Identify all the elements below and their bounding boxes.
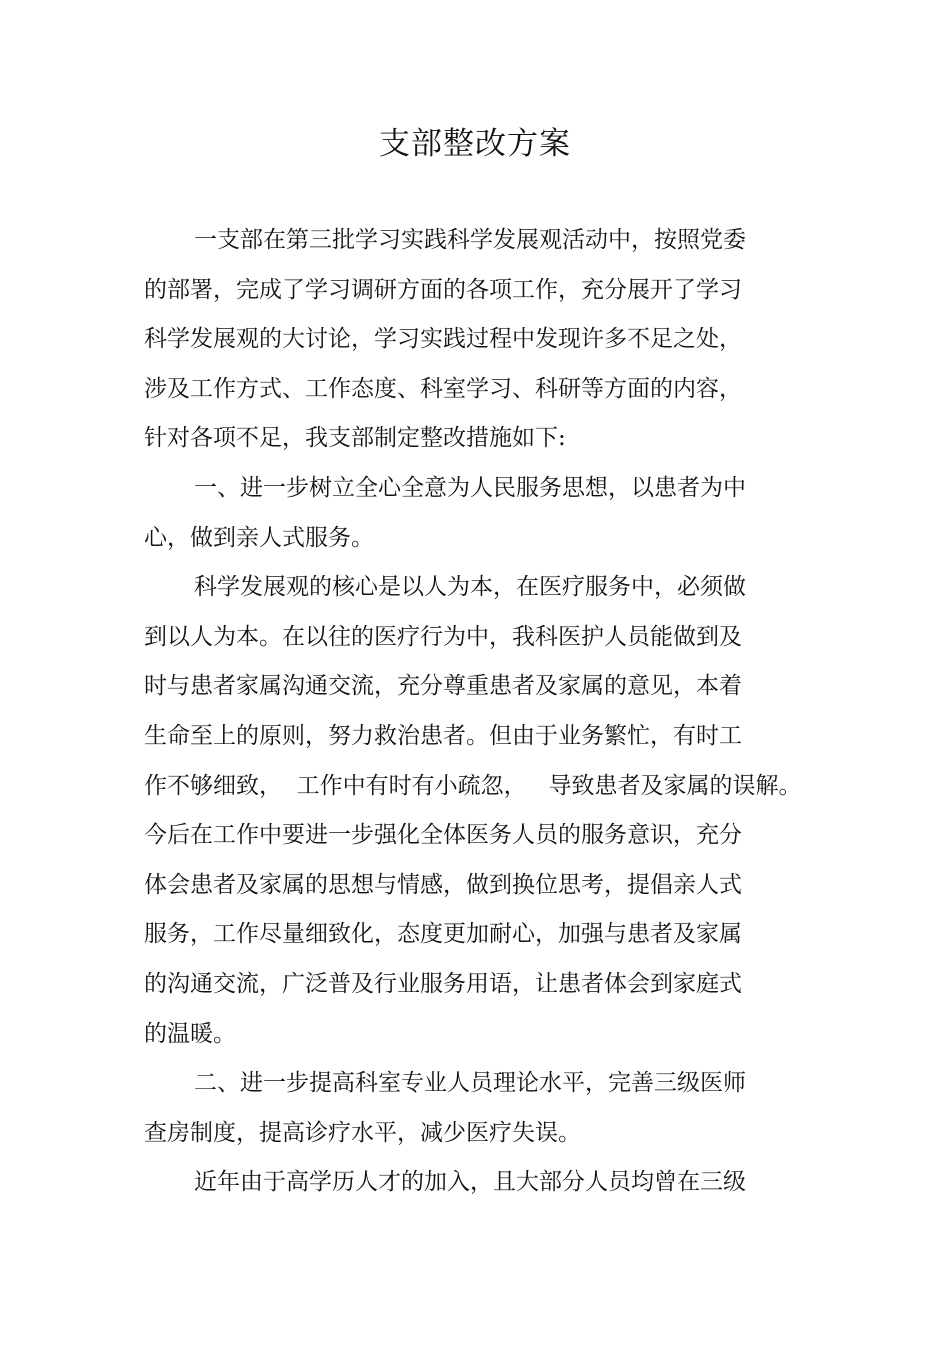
text-line: 一支部在第三批学习实践科学发展观活动中，按照党委 [194,227,746,253]
text-line: 针对各项不足，我支部制定整改措施如下: [144,425,566,452]
text-line: 近年由于高学历人才的加入，且大部分人员均曾在三级 [194,1169,746,1196]
document-title: 支部整改方案 [379,126,571,162]
text-line: 一、进一步树立全心全意为人民服务思想，以患者为中 [194,474,746,501]
text-line: 作不够细致， 工作中有时有小疏忽， 导致患者及家属的误解。 [144,772,802,799]
text-line: 时与患者家属沟通交流，充分尊重患者及家属的意见，本着 [144,673,742,700]
text-line: 查房制度，提高诊疗水平，减少医疗失误。 [144,1119,581,1146]
text-line: 体会患者及家属的思想与情感，做到换位思考，提倡亲人式 [144,871,742,898]
text-line: 的沟通交流，广泛普及行业服务用语，让患者体会到家庭式 [144,970,742,997]
text-line: 今后在工作中要进一步强化全体医务人员的服务意识，充分 [144,822,742,849]
text-line: 生命至上的原则，努力救治患者。但由于业务繁忙，有时工 [144,722,742,749]
document-body [144,216,804,1208]
text-line: 心，做到亲人式服务。 [144,524,374,551]
text-line: 涉及工作方式、工作态度、科室学习、科研等方面的内容， [144,375,742,402]
text-line: 到以人为本。在以往的医疗行为中，我科医护人员能做到及 [144,623,742,650]
text-line: 二、进一步提高科室专业人员理论水平，完善三级医师 [194,1070,746,1097]
text-line: 科学发展观的大讨论，学习实践过程中发现许多不足之处， [144,326,742,353]
text-line: 服务，工作尽量细致化，态度更加耐心，加强与患者及家属 [144,921,742,948]
text-line: 的温暖。 [144,1020,236,1047]
text-line: 科学发展观的核心是以人为本，在医疗服务中，必须做 [194,574,746,601]
text-line: 的部署，完成了学习调研方面的各项工作，充分展开了学习 [144,276,742,303]
